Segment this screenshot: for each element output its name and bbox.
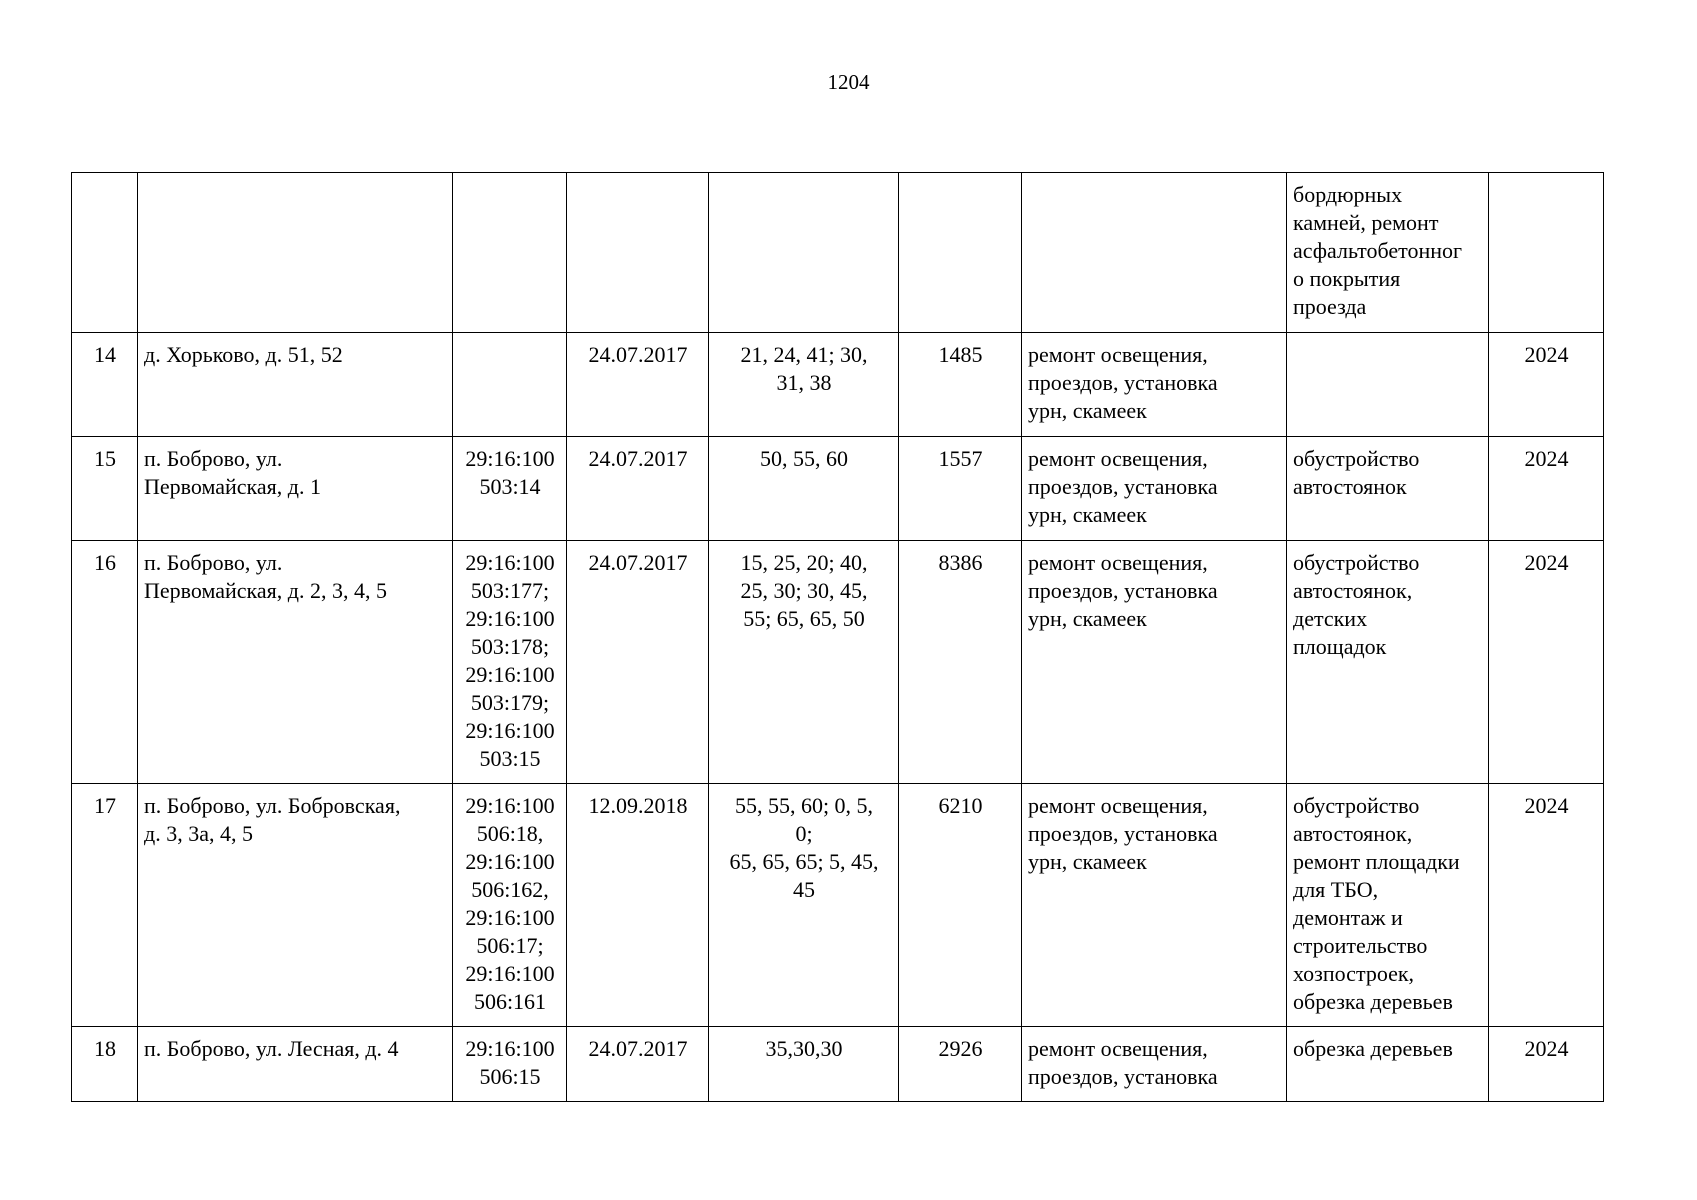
cell-line: ремонт площадки [1293, 849, 1460, 874]
cell-line: 506:161 [473, 989, 547, 1014]
cell-line: 29:16:100 [465, 905, 555, 930]
cell-line: 29:16:100 [465, 849, 555, 874]
cell-line: проездов, установка [1028, 578, 1218, 603]
cell-minimal-works [1022, 333, 1287, 437]
cell-line: 29:16:100 [465, 961, 555, 986]
cell-line: 55, 55, 60; 0, 5, [734, 793, 874, 818]
cell-line: автостоянок, [1293, 578, 1413, 603]
cell-additional-works [1287, 437, 1489, 541]
cell-address [138, 173, 453, 333]
cell-line: проездов, установка [1028, 370, 1218, 395]
cell-line: обрезка деревьев [1293, 1036, 1453, 1061]
cell-additional-works [1287, 173, 1489, 333]
cell-number [72, 173, 138, 333]
cell-address [138, 784, 453, 1027]
improvement-table [71, 172, 1604, 1102]
cell-line: Первомайская, д. 2, 3, 4, 5 [144, 578, 387, 603]
cell-number: 15 [72, 437, 138, 541]
cell-line: п. Боброво, ул. Лесная, д. 4 [144, 1036, 399, 1061]
cell-additional-works [1287, 541, 1489, 784]
cell-areas [709, 437, 899, 541]
cell-line: 45 [793, 877, 815, 902]
cell-line: п. Боброво, ул. [144, 446, 283, 471]
table-row [72, 1027, 1604, 1102]
cell-minimal-works [1022, 1027, 1287, 1102]
cell-line: урн, скамеек [1028, 606, 1147, 631]
cell-minimal-works [1022, 784, 1287, 1027]
cell-year: 2024 [1489, 784, 1604, 1027]
cell-date: 12.09.2018 [567, 784, 709, 1027]
cell-line: д. 3, 3а, 4, 5 [144, 821, 253, 846]
cell-line: 29:16:100 [465, 1036, 555, 1061]
cell-line: 29:16:100 [465, 793, 555, 818]
table-row [72, 541, 1604, 784]
cell-line: автостоянок [1293, 474, 1407, 499]
cell-areas [709, 784, 899, 1027]
table-row [72, 333, 1604, 437]
cell-minimal-works [1022, 541, 1287, 784]
cell-line: 29:16:100 [465, 662, 555, 687]
cell-line: ремонт освещения, [1028, 1036, 1208, 1061]
cell-line: п. Боброво, ул. [144, 550, 283, 575]
cell-line: 506:17; [476, 933, 544, 958]
cell-line: урн, скамеек [1028, 502, 1147, 527]
cell-cadastral-number [453, 333, 567, 437]
cell-square: 1485 [899, 333, 1022, 437]
table-row [72, 784, 1604, 1027]
cell-line: 29:16:100 [465, 718, 555, 743]
cell-address [138, 541, 453, 784]
cell-line: 31, 38 [776, 370, 832, 395]
cell-minimal-works [1022, 173, 1287, 333]
cell-date: 24.07.2017 [567, 1027, 709, 1102]
cell-cadastral-number [453, 784, 567, 1027]
cell-line: асфальтобетонног [1293, 238, 1463, 263]
cell-year [1489, 173, 1604, 333]
cell-minimal-works [1022, 437, 1287, 541]
cell-line: 25, 30; 30, 45, [740, 578, 868, 603]
cell-line: 506:15 [479, 1064, 541, 1089]
cell-number: 18 [72, 1027, 138, 1102]
table-row [72, 437, 1604, 541]
cell-additional-works [1287, 1027, 1489, 1102]
cell-square: 1557 [899, 437, 1022, 541]
cell-line: 503:14 [479, 474, 541, 499]
cell-year: 2024 [1489, 333, 1604, 437]
cell-line: обустройство [1293, 446, 1420, 471]
cell-date: 24.07.2017 [567, 541, 709, 784]
cell-line: 21, 24, 41; 30, [740, 342, 868, 367]
cell-cadastral-number [453, 1027, 567, 1102]
cell-line: ремонт освещения, [1028, 793, 1208, 818]
cell-areas [709, 173, 899, 333]
cell-line: 50, 55, 60 [760, 446, 848, 471]
cell-address [138, 1027, 453, 1102]
cell-areas [709, 541, 899, 784]
cell-square [899, 173, 1022, 333]
cell-cadastral-number [453, 437, 567, 541]
cell-square: 6210 [899, 784, 1022, 1027]
cell-line: 0; [795, 821, 813, 846]
cell-additional-works [1287, 333, 1489, 437]
cell-line: обустройство [1293, 550, 1420, 575]
cell-square: 8386 [899, 541, 1022, 784]
cell-line: проездов, установка [1028, 474, 1218, 499]
cell-cadastral-number [453, 173, 567, 333]
cell-line: 503:178; [470, 634, 550, 659]
cell-areas [709, 333, 899, 437]
cell-line: 506:162, [471, 877, 549, 902]
cell-additional-works [1287, 784, 1489, 1027]
cell-line: Первомайская, д. 1 [144, 474, 321, 499]
cell-line: бордюрных [1293, 182, 1403, 207]
cell-line: ремонт освещения, [1028, 550, 1208, 575]
cell-line: 503:15 [479, 746, 541, 771]
cell-line: 29:16:100 [465, 606, 555, 631]
cell-address [138, 333, 453, 437]
cell-line: строительство [1293, 933, 1428, 958]
cell-date [567, 173, 709, 333]
cell-line: автостоянок, [1293, 821, 1413, 846]
cell-line: 503:177; [470, 578, 550, 603]
cell-date: 24.07.2017 [567, 437, 709, 541]
cell-line: камней, ремонт [1293, 210, 1439, 235]
cell-line: 35,30,30 [765, 1036, 843, 1061]
page-number: 1204 [827, 70, 870, 94]
cell-number: 16 [72, 541, 138, 784]
cell-line: хозпостроек, [1293, 961, 1415, 986]
cell-line: ремонт освещения, [1028, 342, 1208, 367]
cell-line: п. Боброво, ул. Бобровская, [144, 793, 401, 818]
cell-line: детских [1293, 606, 1368, 631]
cell-areas [709, 1027, 899, 1102]
table-body [72, 173, 1604, 1102]
cell-line: 506:18, [476, 821, 544, 846]
cell-line: д. Хорьково, д. 51, 52 [144, 342, 343, 367]
cell-year: 2024 [1489, 541, 1604, 784]
cell-number: 17 [72, 784, 138, 1027]
cell-line: для ТБО, [1293, 877, 1379, 902]
cell-line: проездов, установка [1028, 1064, 1218, 1089]
table-row [72, 173, 1604, 333]
cell-square: 2926 [899, 1027, 1022, 1102]
cell-line: проезда [1293, 294, 1367, 319]
cell-line: ремонт освещения, [1028, 446, 1208, 471]
cell-line: обустройство [1293, 793, 1420, 818]
cell-line: демонтаж и [1293, 905, 1403, 930]
cell-line: 503:179; [470, 690, 550, 715]
cell-address [138, 437, 453, 541]
cell-line: 65, 65, 65; 5, 45, [729, 849, 879, 874]
cell-year: 2024 [1489, 1027, 1604, 1102]
cell-line: урн, скамеек [1028, 398, 1147, 423]
cell-date: 24.07.2017 [567, 333, 709, 437]
cell-line: урн, скамеек [1028, 849, 1147, 874]
cell-number: 14 [72, 333, 138, 437]
cell-line: обрезка деревьев [1293, 989, 1453, 1014]
cell-line: о покрытия [1293, 266, 1401, 291]
cell-year: 2024 [1489, 437, 1604, 541]
cell-line: 15, 25, 20; 40, [740, 550, 868, 575]
cell-cadastral-number [453, 541, 567, 784]
cell-line: 29:16:100 [465, 550, 555, 575]
cell-line: 55; 65, 65, 50 [743, 606, 865, 631]
cell-line: площадок [1293, 634, 1387, 659]
cell-line: проездов, установка [1028, 821, 1218, 846]
cell-line: 29:16:100 [465, 446, 555, 471]
